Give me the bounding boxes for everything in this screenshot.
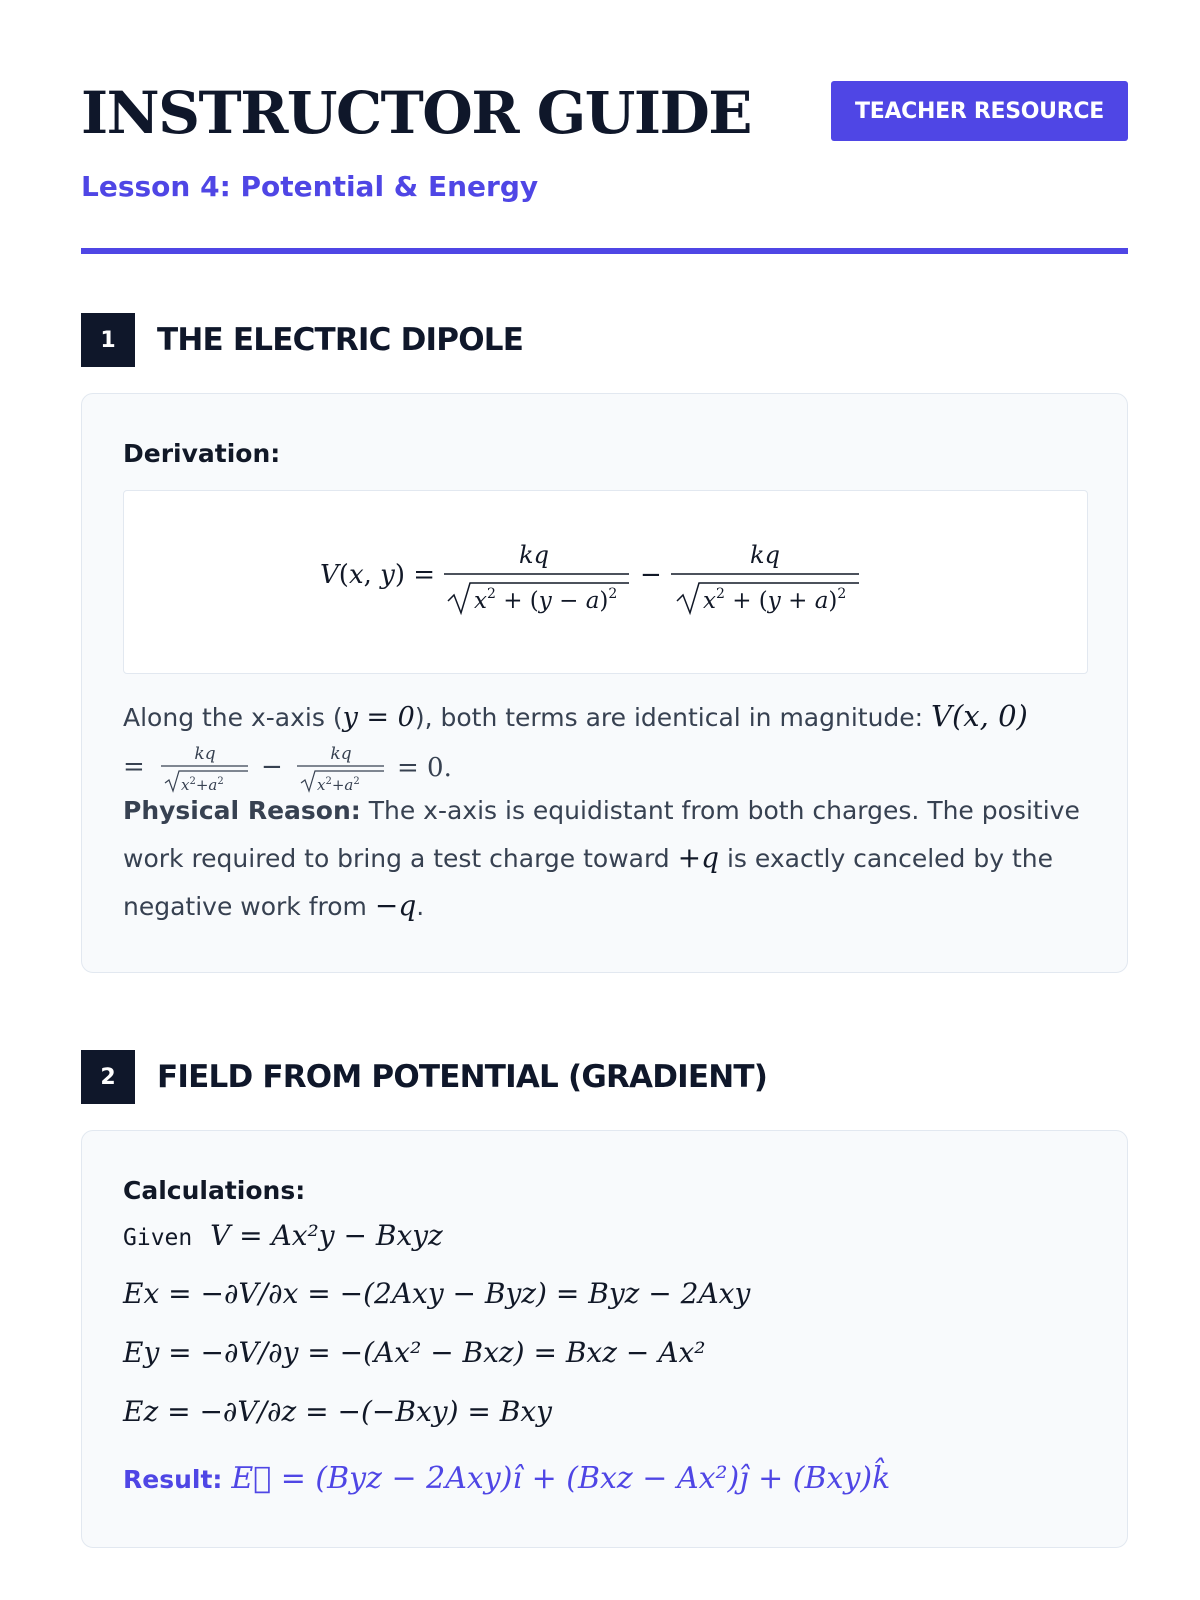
section-title: THE ELECTRIC DIPOLE (157, 322, 524, 358)
calculations-label: Calculations: (123, 1176, 306, 1205)
dipole-potential-equation (124, 491, 1089, 675)
axis-condition: y = 0 (342, 702, 415, 733)
positive-charge: +q (677, 841, 720, 874)
reason-text: negative work from (123, 892, 375, 921)
reason-text: . (416, 892, 425, 921)
reason-text: is exactly canceled by the (719, 844, 1054, 873)
reason-text: The x-axis is equidistant from both charges. The positive (360, 796, 1080, 825)
section-number-badge: 2 (81, 1050, 135, 1104)
ex-equation: Ex = −∂V/∂x = −(2Axy − Byz) = Byz − 2Axy (123, 1277, 751, 1310)
given-word: Given (123, 1225, 193, 1251)
svg-text:kq: kq (519, 541, 549, 569)
header-divider (81, 248, 1128, 254)
dipole-equation-box (123, 490, 1088, 674)
given-equation: V = Ax²y − Bxyz (210, 1219, 443, 1252)
svg-text:=: = (123, 752, 145, 782)
physical-reason-label: Physical Reason: (123, 796, 361, 825)
ey-equation: Ey = −∂V/∂y = −(Ax² − Bxz) = Bxz − Ax² (123, 1336, 706, 1369)
reason-line-3 (123, 889, 424, 922)
reason-line-2 (123, 841, 1053, 874)
given-line (123, 1219, 443, 1252)
explanation-text: Along the x-axis ( (123, 703, 343, 732)
result-equation: E⃗ = (Byz − 2Axy)î + (Bxz − Ax²)ĵ + (Bxy)k̂ (231, 1461, 891, 1496)
svg-text:x2+a2: $x^2+a^2$ (181, 776, 224, 794)
section-2-heading (81, 1050, 767, 1104)
svg-text:kq: kq (330, 744, 352, 764)
svg-text:= 0.: = 0. (397, 753, 452, 783)
lesson-subtitle: Lesson 4: Potential & Energy (81, 170, 539, 203)
svg-text:x2 + (y + a)2: $x^2 + (y + a)^2$ (703, 586, 847, 614)
svg-text:−: − (640, 560, 662, 590)
svg-text:x2+a2: $x^2+a^2$ (317, 776, 360, 794)
svg-text:x2 + (y − a)2: $x^2 + (y - a)^2$ (474, 586, 618, 614)
dipole-card (81, 393, 1128, 973)
svg-text:kq: kq (194, 744, 216, 764)
reason-line-1 (123, 796, 1080, 825)
explanation-line-2 (123, 739, 503, 799)
derivation-label: Derivation: (123, 439, 281, 468)
ez-equation: Ez = −∂V/∂z = −(−Bxy) = Bxy (123, 1395, 552, 1428)
result-label: Result: (123, 1465, 223, 1494)
reason-text: work required to bring a test charge toward (123, 844, 678, 873)
teacher-resource-badge: TEACHER RESOURCE (831, 81, 1128, 141)
result-line (123, 1461, 890, 1496)
svg-text:kq: kq (750, 541, 780, 569)
explanation-line-1 (123, 699, 1028, 733)
page-header (81, 78, 1128, 258)
section-1-heading (81, 313, 523, 367)
negative-charge: −q (374, 889, 417, 922)
svg-text:−: − (261, 752, 283, 782)
section-number-badge: 1 (81, 313, 135, 367)
dipole-explanation (123, 699, 1088, 939)
section-title: FIELD FROM POTENTIAL (GRADIENT) (157, 1059, 768, 1095)
gradient-card (81, 1130, 1128, 1548)
explanation-text: ), both terms are identical in magnitude: (414, 703, 932, 732)
cancellation-expression (123, 739, 503, 799)
potential-on-axis: V(x, 0) (931, 699, 1028, 733)
svg-text:V(x, y) =: V(x, y) = (320, 560, 436, 590)
page-title: INSTRUCTOR GUIDE (81, 79, 751, 147)
